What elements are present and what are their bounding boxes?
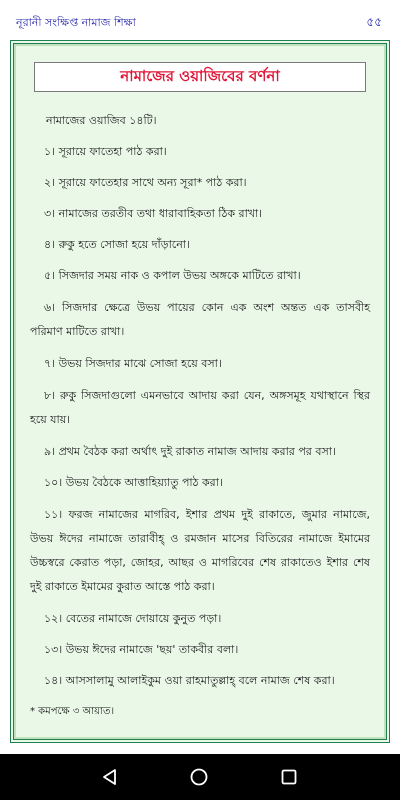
content-frame: [10, 40, 390, 743]
footnote: * কমপক্ষে ৩ আয়াত।: [30, 706, 115, 717]
section-title: নামাজের ওয়াজিবের বর্ণনা: [34, 62, 366, 92]
rule-item-8: ৮। রুকু সিজদাগুলো এমনভাবে আদায় করা যেন, অঙ্গসমূহ যথাস্থানে স্থির হয়ে যায়।: [30, 389, 370, 426]
rule-item-12: ১২। বেতের নামাজে দোয়ায়ে কুনুত পড়া।: [44, 612, 222, 625]
square-recent-icon: [279, 767, 299, 787]
rule-item-4: ৪। রুকু হতে সোজা হয়ে দাঁড়ানো।: [44, 238, 190, 251]
rule-item-13: ১৩। উভয় ঈদের নামাজে 'ছয়' তাকবীর বলা।: [44, 643, 239, 656]
rule-item-5: ৫। সিজদার সময় নাক ও কপাল উভয় অঙ্গকে মাটিতে রাখা।: [44, 269, 301, 282]
rule-item-11: ১১। ফরজ নামাজের মাগরিব, ইশার প্রথম দুই রাকাতে, জুমার নামাজে, উভয় ঈদের নামাজে তারাবীহ্ ও রমজান মাসের বিতিরের নামাজে ইমামের উচ্চস্বরে কেরাত পড়া, জোহর, আছর ও মাগরিবের শেষ রাকাতেও ইশার শেষ দুই রাকাতে ইমামের কুরাত আস্তে পাঠ করা।: [30, 508, 370, 593]
rule-item-14: ১৪। আসসালামু আলাইকুম ওয়া রাহমাতুল্লাহ্ বলে নামাজ শেষ করা।: [44, 674, 335, 687]
circle-home-icon: [189, 767, 209, 787]
rule-item-6: ৬। সিজদার ক্ষেত্রে উভয় পায়ের কোন এক অংশ অন্তত এক তাসবীহ পরিমাণ মাটিতে রাখা।: [30, 301, 370, 338]
rule-item-3: ৩। নামাজের তরতীব তথা ধারাবাহিকতা ঠিক রাখা।: [44, 207, 263, 220]
back-button[interactable]: [100, 767, 120, 787]
intro-text: নামাজের ওয়াজিব ১৪টি।: [46, 114, 157, 127]
rule-item-9: ৯। প্রথম বৈঠক করা অর্থাৎ দুই রাকাত নামাজ আদায় করার পর বসা।: [44, 445, 336, 458]
rule-item-1: ১। সূরায়ে ফাতেহা পাঠ করা।: [44, 145, 167, 158]
navigation-bar: [0, 754, 400, 800]
rule-item-7: ৭। উভয় সিজদার মাঝে সোজা হয়ে বসা।: [44, 357, 222, 370]
rule-item-10: ১০। উভয় বৈঠকে আত্তাহিয়্যাতু পাঠ করা।: [44, 476, 223, 489]
rule-item-2: ২। সূরায়ে ফাতেহার সাথে অন্য সূরা* পাঠ করা।: [44, 176, 247, 189]
running-header: [0, 0, 400, 40]
home-button[interactable]: [189, 767, 209, 787]
recent-apps-button[interactable]: [279, 767, 299, 787]
page-number: ৫৫: [366, 15, 382, 29]
section-body: [30, 110, 370, 732]
triangle-back-icon: [100, 767, 120, 787]
book-title: নূরানী সংক্ষিপ্ত নামাজ শিক্ষা: [16, 16, 136, 29]
